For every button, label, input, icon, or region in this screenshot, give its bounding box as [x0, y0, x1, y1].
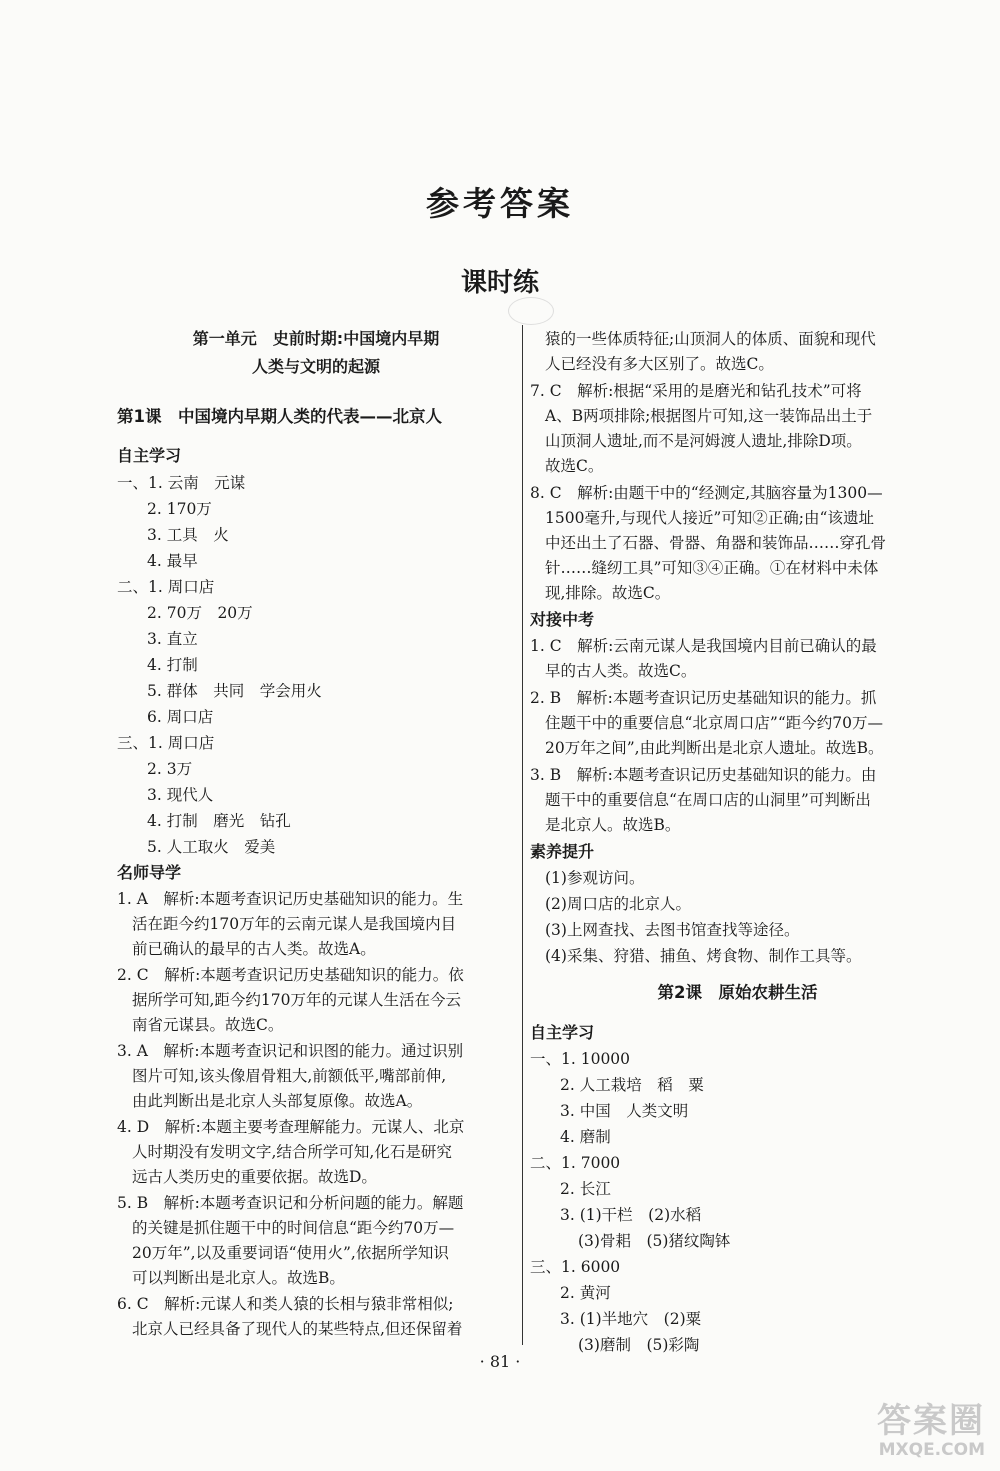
answer-line: 针……缝纫工具”可知③④正确。①在材料中未体: [545, 559, 879, 577]
column-divider: [522, 325, 523, 1345]
watermark-logo-text: 答案圈: [877, 1401, 985, 1441]
answer-line: 3. 直立: [147, 630, 198, 648]
answer-line: (4)采集、狩猎、捕鱼、烤食物、制作工具等。: [545, 947, 862, 965]
watermark-url: MXQE.COM: [878, 1440, 985, 1460]
answer-line: 中还出土了石器、骨器、角器和装饰品……穿孔骨: [545, 534, 887, 552]
answer-line: 的关键是抓住题干中的时间信息“距今约70万—: [132, 1219, 455, 1237]
answer-line: 3. (1)干栏 (2)水稻: [560, 1206, 702, 1224]
section-heading: 对接中考: [530, 610, 595, 629]
lesson2-title: 第2课 原始农耕生活: [657, 983, 818, 1002]
answer-line: 20万年”,以及重要词语“使用火”,依据所学知识: [132, 1244, 449, 1262]
page-title: 参考答案: [426, 184, 574, 223]
answer-line: 一、1. 10000: [530, 1050, 631, 1068]
answer-line: 早的古人类。故选C。: [545, 662, 697, 680]
answer-line: (3)磨制 (5)彩陶: [578, 1336, 700, 1354]
answer-line: 1. A 解析:本题考查识记历史基础知识的能力。生: [117, 890, 464, 908]
answer-line: 二、1. 7000: [530, 1154, 621, 1172]
page-number: · 81 ·: [479, 1352, 521, 1371]
answer-line: 二、1. 周口店: [117, 578, 215, 596]
stamp-mark: [508, 297, 554, 325]
answer-line: 故选C。: [545, 457, 604, 475]
answer-line: (3)骨耜 (5)猪纹陶钵: [578, 1232, 731, 1250]
answer-line: 由此判断出是北京人头部复原像。故选A。: [132, 1092, 423, 1110]
answer-line: 6. C 解析:元谋人和类人猿的长相与猿非常相似;: [117, 1295, 454, 1313]
answer-line: 2. C 解析:本题考查识记历史基础知识的能力。依: [117, 966, 464, 984]
answer-line: 6. 周口店: [147, 708, 214, 726]
answer-line: 20万年之间”,由此判断出是北京人遗址。故选B。: [545, 739, 884, 757]
answer-line: 题干中的重要信息“在周口店的山洞里”可判断出: [545, 791, 871, 809]
answer-line: 1500毫升,与现代人接近”可知②正确;由“该遗址: [545, 509, 874, 527]
answer-line: (1)参观访问。: [545, 869, 645, 887]
answer-line: 2. 长江: [560, 1180, 611, 1198]
answer-line: 5. 人工取火 爱美: [147, 838, 276, 856]
answer-line: 1. C 解析:云南元谋人是我国境内目前已确认的最: [530, 637, 877, 655]
unit-title-line1: 第一单元 史前时期:中国境内早期: [192, 329, 440, 348]
lesson1-title: 第1课 中国境内早期人类的代表——北京人: [117, 407, 442, 426]
section-heading: 素养提升: [530, 842, 595, 861]
section-heading: 名师导学: [117, 863, 182, 882]
section-heading: 自主学习: [117, 446, 182, 465]
answer-line: 现,排除。故选C。: [545, 584, 671, 602]
watermark-logo: [750, 1402, 985, 1460]
answer-line: 据所学可知,距今约170万年的元谋人生活在今云: [132, 991, 462, 1009]
answer-line: 山顶洞人遗址,而不是河姆渡人遗址,排除D项。: [545, 432, 862, 450]
answer-line: 远古人类历史的重要依据。故选D。: [132, 1168, 377, 1186]
answer-line: 活在距今约170万年的云南元谋人是我国境内目: [132, 915, 457, 933]
answer-line: 3. A 解析:本题考查识记和识图的能力。通过识别: [117, 1042, 464, 1060]
answer-line: 5. B 解析:本题考查识记和分析问题的能力。解题: [117, 1194, 464, 1212]
answer-line: 图片可知,该头像眉骨粗大,前额低平,嘴部前伸,: [132, 1067, 447, 1085]
answer-line: 2. 170万: [147, 500, 212, 518]
answer-line: 4. 打制: [147, 656, 198, 674]
answer-line: 4. D 解析:本题主要考查理解能力。元谋人、北京: [117, 1118, 465, 1136]
answer-line: 一、1. 云南 元谋: [117, 474, 246, 492]
section-title: 课时练: [460, 268, 539, 298]
answer-line: 前已确认的最早的古人类。故选A。: [132, 940, 376, 958]
answer-line: 4. 最早: [147, 552, 198, 570]
answer-line: 3. 现代人: [147, 786, 214, 804]
unit-title-line2: 人类与文明的起源: [251, 357, 380, 376]
answer-line: (2)周口店的北京人。: [545, 895, 691, 913]
answer-line: 3. B 解析:本题考查识记历史基础知识的能力。由: [530, 766, 877, 784]
answer-line: A、B两项排除;根据图片可知,这一装饰品出土于: [545, 407, 873, 425]
answer-line: 3. 工具 火: [147, 526, 229, 544]
answer-line: 北京人已经具备了现代人的某些特点,但还保留着: [132, 1320, 463, 1338]
answer-line: 8. C 解析:由题干中的“经测定,其脑容量为1300—: [530, 484, 883, 502]
answer-line: 人已经没有多大区别了。故选C。: [545, 355, 774, 373]
answer-line: (3)上网查找、去图书馆查找等途径。: [545, 921, 800, 939]
answer-line: 住题干中的重要信息“北京周口店”“距今约70万—: [545, 714, 883, 732]
answer-line: 3. (1)半地穴 (2)粟: [560, 1310, 702, 1328]
answer-line: 3. 中国 人类文明: [560, 1102, 689, 1120]
answer-line: 猿的一些体质特征;山顶洞人的体质、面貌和现代: [545, 330, 876, 348]
answer-line: 7. C 解析:根据“采用的是磨光和钻孔技术”可将: [530, 382, 862, 400]
answer-line: 2. 黄河: [560, 1284, 611, 1302]
answer-line: 4. 磨制: [560, 1128, 611, 1146]
answer-line: 是北京人。故选B。: [545, 816, 681, 834]
answer-line: 人时期没有发明文字,结合所学可知,化石是研究: [132, 1143, 452, 1161]
answer-line: 5. 群体 共同 学会用火: [147, 682, 322, 700]
answer-line: 2. 人工栽培 稻 粟: [560, 1076, 704, 1094]
answer-line: 2. B 解析:本题考查识记历史基础知识的能力。抓: [530, 689, 877, 707]
answer-line: 4. 打制 磨光 钻孔: [147, 812, 291, 830]
answer-line: 南省元谋县。故选C。: [132, 1016, 284, 1034]
answer-line: 三、1. 周口店: [117, 734, 215, 752]
answer-line: 2. 3万: [147, 760, 193, 778]
section-heading: 自主学习: [530, 1023, 595, 1042]
answer-line: 可以判断出是北京人。故选B。: [132, 1269, 345, 1287]
answer-line: 三、1. 6000: [530, 1258, 621, 1276]
answer-line: 2. 70万 20万: [147, 604, 253, 622]
